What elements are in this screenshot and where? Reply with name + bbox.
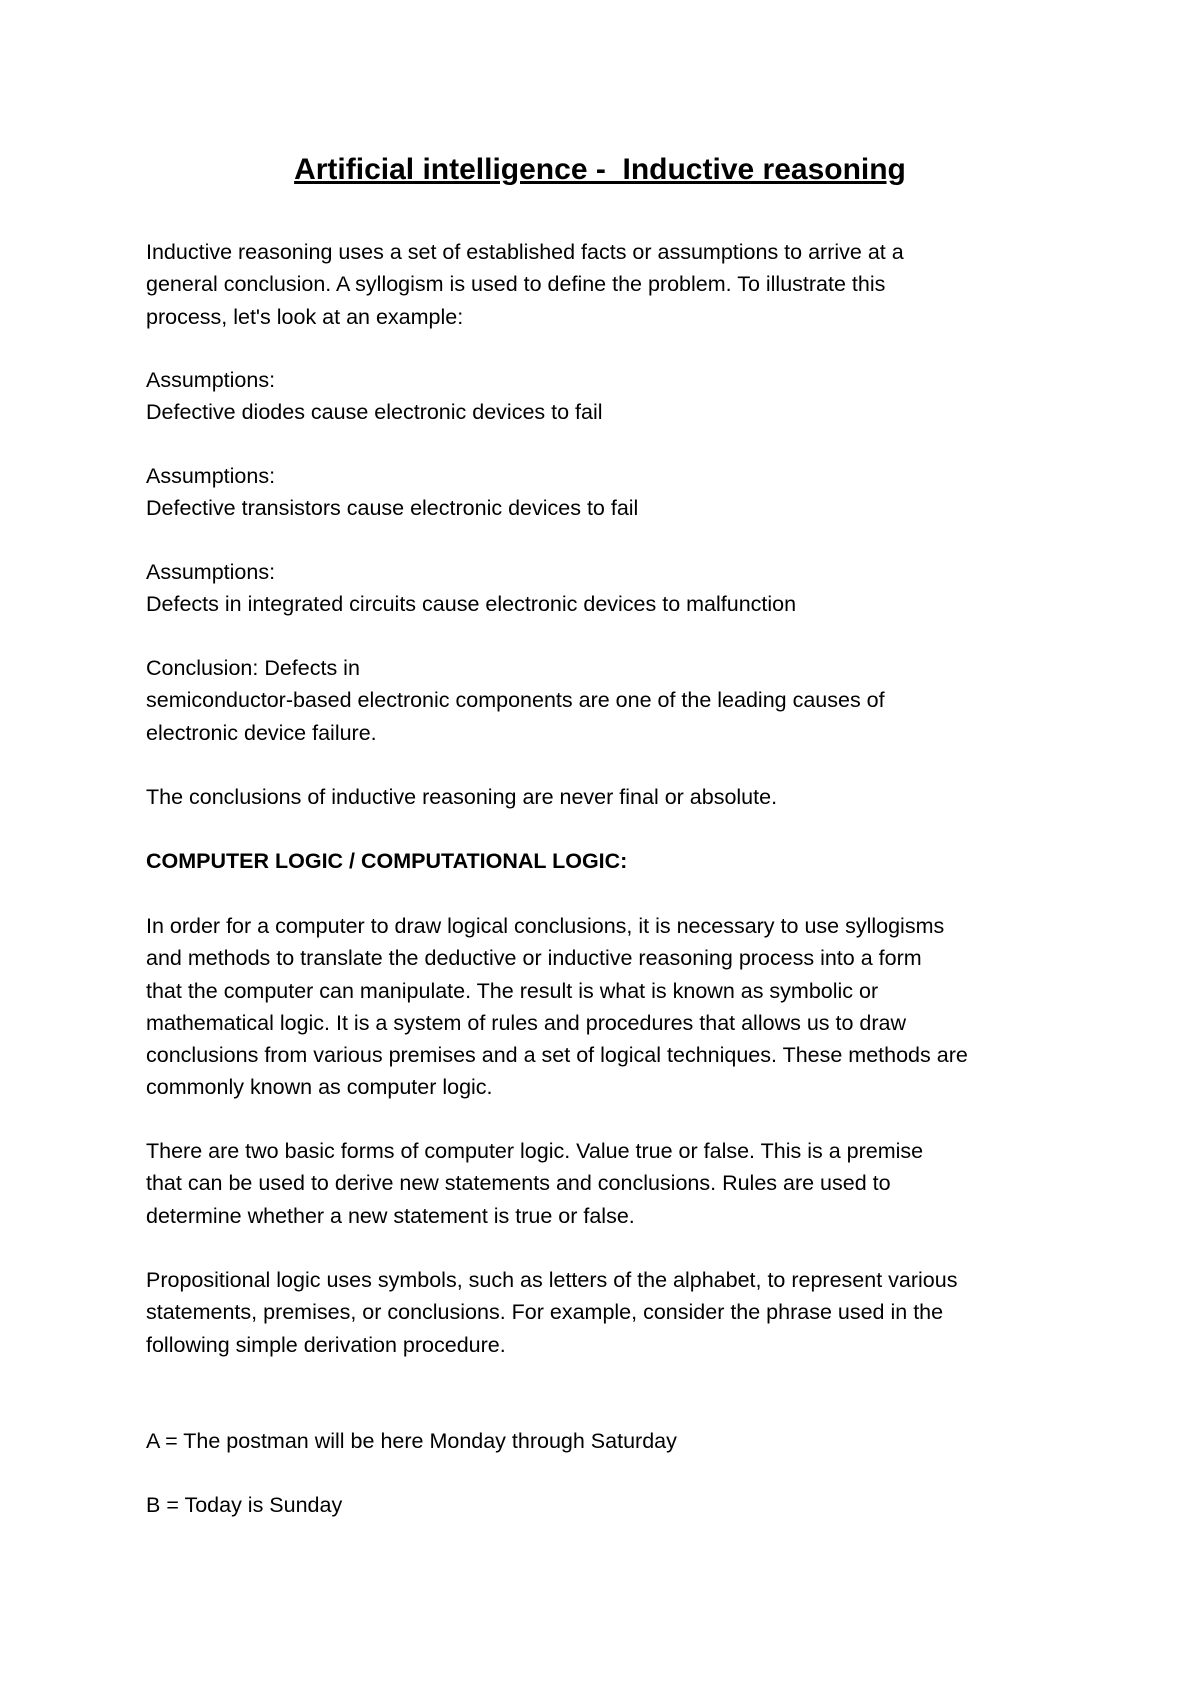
intro-line: Inductive reasoning uses a set of established facts or assumptions to arrive at a	[146, 240, 904, 264]
paragraph-line: There are two basic forms of computer logic. Value true or false. This is a premise	[146, 1139, 924, 1163]
assumption-text: Defective transistors cause electronic devices to fail	[146, 496, 639, 521]
paragraph-line: Propositional logic uses symbols, such as letters of the alphabet, to represent various	[146, 1268, 958, 1292]
assumption-text: Defects in integrated circuits cause electronic devices to malfunction	[146, 592, 797, 617]
paragraph-line: commonly known as computer logic.	[146, 1075, 493, 1100]
assumption-text: Defective diodes cause electronic devices to fail	[146, 400, 603, 425]
note-paragraph	[146, 781, 1086, 813]
paragraph-line: determine whether a new statement is true or false.	[146, 1203, 635, 1228]
conclusion-paragraph	[146, 652, 1086, 749]
computer-logic-paragraph	[146, 910, 1086, 1104]
intro-line: general conclusion. A syllogism is used to define the problem. To illustrate this	[146, 272, 886, 297]
paragraph-line: following simple derivation procedure.	[146, 1332, 506, 1357]
definition-a	[146, 1425, 1086, 1457]
conclusion-line: Conclusion: Defects in	[146, 656, 360, 680]
definition-b	[146, 1489, 1086, 1521]
note-line: The conclusions of inductive reasoning are never final or absolute.	[146, 785, 778, 809]
conclusion-line: semiconductor-based electronic components are one of the leading causes of	[146, 688, 885, 713]
paragraph-line: In order for a computer to draw logical conclusions, it is necessary to use syllogisms	[146, 914, 945, 938]
propositional-paragraph	[146, 1264, 1086, 1361]
paragraph-line: conclusions from various premises and a set of logical techniques. These methods are	[146, 1043, 968, 1068]
intro-paragraph	[146, 236, 1086, 333]
paragraph-line: statements, premises, or conclusions. For example, consider the phrase used in the	[146, 1300, 944, 1325]
assumption-label: Assumptions:	[146, 560, 276, 584]
document-title: Artificial intelligence - Inductive reasoning	[294, 153, 906, 186]
section-heading: COMPUTER LOGIC / COMPUTATIONAL LOGIC:	[146, 849, 628, 873]
assumption-label: Assumptions:	[146, 464, 276, 488]
paragraph-line: mathematical logic. It is a system of rules and procedures that allows us to draw	[146, 1010, 907, 1035]
paragraph-line: and methods to translate the deductive or inductive reasoning process into a form	[146, 946, 922, 971]
forms-paragraph	[146, 1135, 1086, 1232]
definition-line: B = Today is Sunday	[146, 1493, 343, 1517]
paragraph-line: that the computer can manipulate. The result is what is known as symbolic or	[146, 978, 879, 1003]
assumption-1	[146, 364, 1086, 429]
intro-line: process, let's look at an example:	[146, 304, 464, 329]
paragraph-line: that can be used to derive new statements and conclusions. Rules are used to	[146, 1171, 891, 1196]
assumption-label: Assumptions:	[146, 368, 276, 392]
assumption-2	[146, 460, 1086, 525]
conclusion-line: electronic device failure.	[146, 720, 377, 745]
section-heading-block	[146, 845, 1086, 877]
assumption-3	[146, 556, 1086, 621]
definition-line: A = The postman will be here Monday through Saturday	[146, 1429, 677, 1453]
